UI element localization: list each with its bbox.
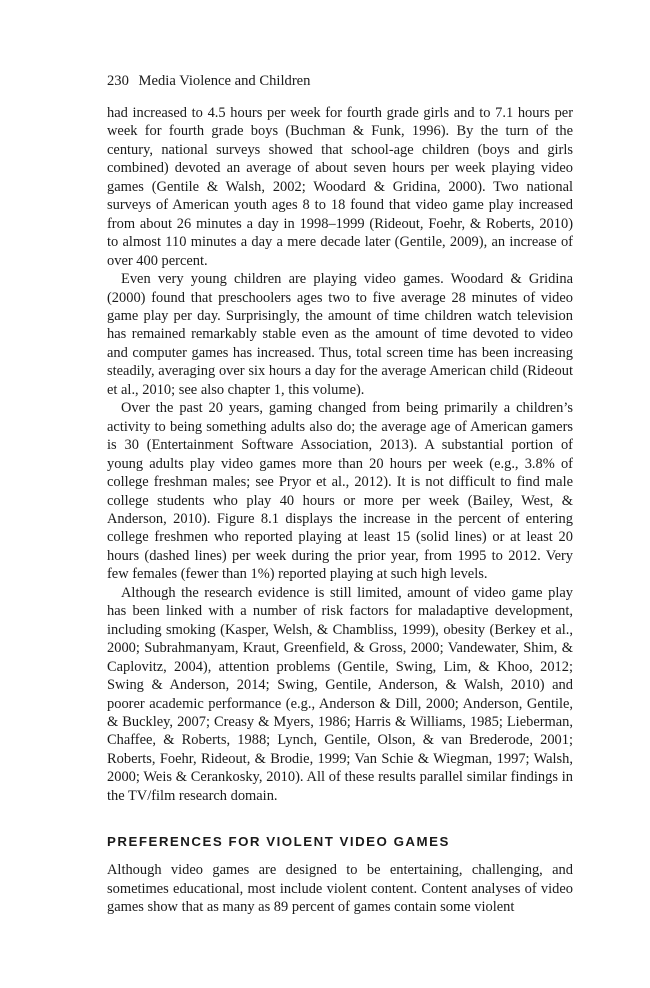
body-text — [107, 104, 573, 917]
paragraph-continued: had increased to 4.5 hours per week for fourth grade girls and to 7.1 hours per week for fourth grade boys (Buchman & Funk, 1996). By the turn of the century, national surveys showed that school-age children (boys and girls combined) devoted an average of about seven hours per week playing video games (Gentile & Walsh, 2002; Woodard & Gridina, 2000). Two national surveys of American youth ages 8 to 18 found that video game play increased from about 26 minutes a day in 1998–1999 (Rideout, Foehr, & Roberts, 2010) to almost 110 minutes a day a mere decade later (Gentile, 2009), an increase of over 400 percent. — [107, 105, 573, 269]
section-heading: PREFERENCES FOR VIOLENT VIDEO GAMES — [107, 834, 450, 850]
running-head-title: Media Violence and Children — [138, 73, 311, 89]
page-number: 230 — [107, 73, 129, 89]
paragraph-young-children: Even very young children are playing video games. Woodard & Gridina (2000) found that preschoolers ages two to five average 28 minutes of video game play per day. Surprisingly, the amount of time children watch television has remained remarkably stable even as the amount of time devoted to video and computer games has increased. Thus, total screen time has been increasing steadily, averaging over six hours a day for the average American child (Rideout et al., 2010; see also chapter 1, this volume). — [107, 271, 573, 398]
paragraph-adult-gamers: Over the past 20 years, gaming changed from being primarily a children’s activity to being something adults also do; the average age of American gamers is 30 (Entertainment Software Association, 2013). A substantial portion of young adults play video games more than 20 hours per week (e.g., 3.8% of college freshman males; see Pryor et al., 2012). It is not difficult to find male college students who play 40 hours or more per week (Bailey, West, & Anderson, 2010). Figure 8.1 displays the increase in the percent of entering college freshmen who reported playing at least 15 (solid lines) or at least 20 hours (dashed lines) per week during the prior year, from 1995 to 2012. Very few females (fewer than 1%) reported playing at such high levels. — [107, 400, 573, 583]
book-page — [107, 72, 573, 917]
paragraph-risk-factors: Although the research evidence is still limited, amount of video game play has been linked with a number of risk factors for maladaptive development, including smoking (Kasper, Welsh, & Chambliss, 1999), obesity (Berkey et al., 2000; Subrahmanyam, Kraut, Greenfield, & Gross, 2000; Vandewater, Shim, & Caplovitz, 2004), attention problems (Gentile, Swing, Lim, & Khoo, 2012; Swing & Anderson, 2014; Swing, Gentile, Anderson, & Walsh, 2010) and poorer academic performance (e.g., Anderson & Dill, 2000; Anderson, Gentile, & Buckley, 2007; Creasy & Myers, 1986; Harris & Williams, 1985; Lieberman, Chaffee, & Roberts, 1988; Lynch, Gentile, Olson, & van Brederode, 2001; Roberts, Foehr, Rideout, & Brodie, 1999; Van Schie & Wiegman, 1997; Walsh, 2000; Weis & Cerankosky, 2010). All of these results parallel similar findings in the TV/film research domain. — [107, 584, 573, 804]
paragraph-violent-content: Although video games are designed to be entertaining, challenging, and sometimes educational, most include violent content. Content analyses of video games show that as many as 89 percent of games contain some violent — [107, 862, 573, 916]
running-head — [107, 72, 573, 90]
